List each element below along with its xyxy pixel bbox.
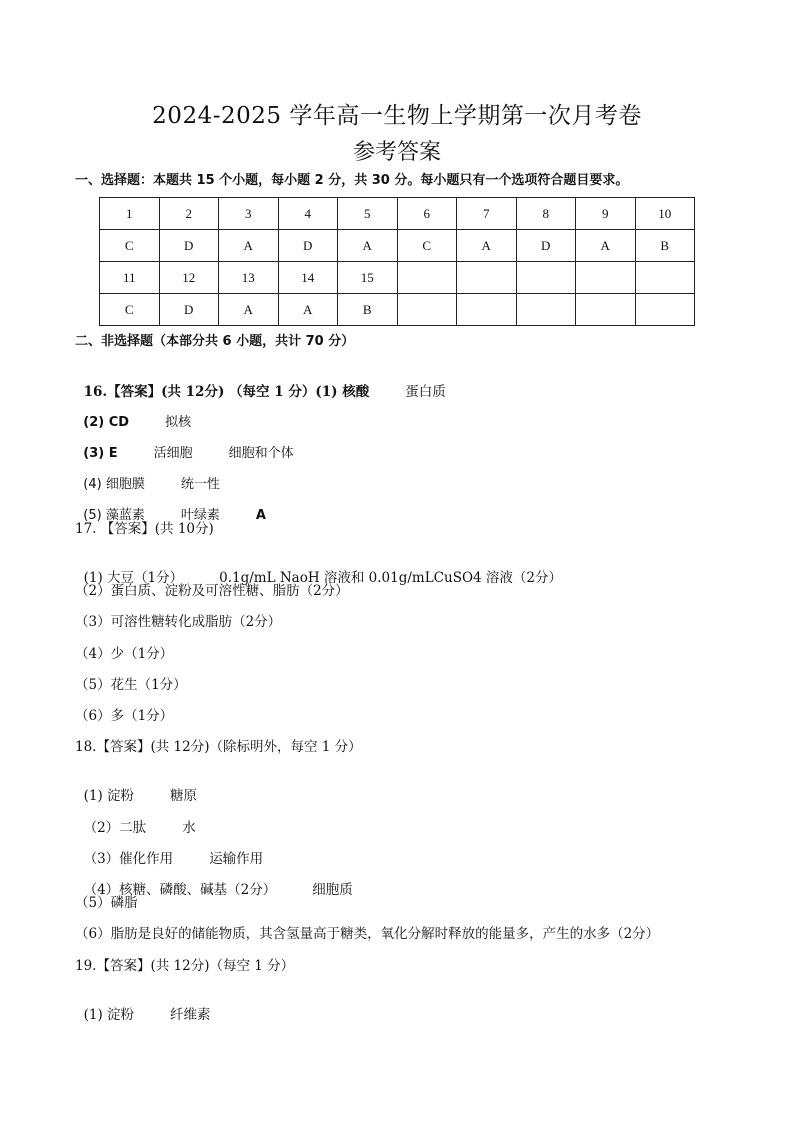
q18-l1a: (1) 淀粉 xyxy=(83,788,135,804)
q16-l2a: (2) CD xyxy=(83,415,130,430)
q16-l5c: A xyxy=(255,508,266,523)
table-cell: D xyxy=(159,294,219,326)
page-title: 2024-2025 学年高一生物上学期第一次月考卷 xyxy=(152,103,642,129)
q16-l3c: 细胞和个体 xyxy=(228,446,294,461)
table-cell: 12 xyxy=(159,262,219,294)
table-cell xyxy=(397,262,457,294)
q19-l1b: 纤维素 xyxy=(170,1007,211,1023)
q16-l5b: 叶绿素 xyxy=(180,508,220,523)
page-subtitle: 参考答案 xyxy=(352,140,441,165)
table-cell: 14 xyxy=(278,262,338,294)
table-cell: C xyxy=(100,294,160,326)
table-cell xyxy=(397,294,457,326)
table-cell xyxy=(576,294,636,326)
table-cell: 7 xyxy=(457,198,517,230)
table-cell: 8 xyxy=(516,198,576,230)
table-cell: 13 xyxy=(219,262,279,294)
table-cell xyxy=(576,262,636,294)
table-cell xyxy=(635,294,695,326)
q16-head-b: 蛋白质 xyxy=(405,384,446,400)
q17-l1a: (1) 大豆（1分） xyxy=(83,570,184,586)
table-cell: 9 xyxy=(576,198,636,230)
table-cell: 10 xyxy=(635,198,695,230)
table-cell xyxy=(516,294,576,326)
q18-heading: 18.【答案】(共 12分)（除标明外，每空 1 分） xyxy=(75,739,362,755)
q18-l4a: （4）核糖、磷酸、碱基（2分） xyxy=(83,882,277,898)
table-row xyxy=(100,294,695,326)
q16-l4b: 统一性 xyxy=(180,477,220,492)
q17-line-4: （4）少（1分） xyxy=(75,646,174,662)
q19-heading: 19.【答案】(共 12分)（每空 1 分） xyxy=(75,958,295,974)
q16-l2b: 拟核 xyxy=(165,415,192,430)
table-cell: D xyxy=(278,230,338,262)
table-cell: A xyxy=(576,230,636,262)
table-cell: B xyxy=(338,294,398,326)
table-row xyxy=(100,198,695,230)
q17-line-5: （5）花生（1分） xyxy=(75,677,187,693)
q17-l1b: 0.1g/mL NaoH 溶液和 0.01g/mLCuSO4 溶液（2分） xyxy=(219,570,562,586)
q18-l2b: 水 xyxy=(182,820,196,836)
table-cell: A xyxy=(338,230,398,262)
q19-line-1 xyxy=(75,988,211,1024)
q16-l3a: (3) E xyxy=(83,446,118,461)
q18-line-5: （5）磷脂 xyxy=(75,895,138,911)
q16-head: 16.【答案】(共 12分) （每空 1 分）(1) 核酸 xyxy=(83,384,370,400)
table-cell: D xyxy=(516,230,576,262)
answer-table xyxy=(99,197,695,326)
q17-heading: 17. 【答案】(共 10分) xyxy=(75,521,214,537)
q18-line-6: （6）脂肪是良好的储能物质，其含氢量高于糖类，氧化分解时释放的能量多，产生的水多（2分） xyxy=(75,926,660,942)
q17-line-2: （2）蛋白质、淀粉及可溶性糖、脂肪（2分） xyxy=(75,583,349,599)
section-2-heading: 二、非选择题（本部分共 6 小题，共计 70 分） xyxy=(75,334,355,349)
table-cell: A xyxy=(457,230,517,262)
table-row xyxy=(100,262,695,294)
table-cell: D xyxy=(159,230,219,262)
q18-l3a: （3）催化作用 xyxy=(83,851,174,867)
table-cell: 4 xyxy=(278,198,338,230)
table-cell: A xyxy=(219,230,279,262)
table-cell: 11 xyxy=(100,262,160,294)
table-cell: 1 xyxy=(100,198,160,230)
q16-l3b: 活细胞 xyxy=(153,446,193,461)
table-cell xyxy=(457,262,517,294)
table-cell: B xyxy=(635,230,695,262)
table-cell: 2 xyxy=(159,198,219,230)
q16-l5a: (5) 藻蓝素 xyxy=(83,508,145,523)
table-cell: 5 xyxy=(338,198,398,230)
table-cell xyxy=(516,262,576,294)
table-cell: 15 xyxy=(338,262,398,294)
q17-line-6: （6）多（1分） xyxy=(75,708,174,724)
q18-l3b: 运输作用 xyxy=(209,851,264,867)
q18-line-1 xyxy=(75,769,197,805)
table-cell xyxy=(635,262,695,294)
q19-l1a: (1) 淀粉 xyxy=(83,1007,135,1023)
table-cell: C xyxy=(100,230,160,262)
table-cell xyxy=(457,294,517,326)
q18-l4b: 细胞质 xyxy=(312,882,353,898)
section-1-heading: 一、选择题：本题共 15 个小题，每小题 2 分，共 30 分。每小题只有一个选项符合题目要求。 xyxy=(75,173,629,188)
q16-l4a: (4) 细胞膜 xyxy=(83,477,145,492)
table-row xyxy=(100,230,695,262)
table-cell: 3 xyxy=(219,198,279,230)
q17-line-3: （3）可溶性糖转化成脂肪（2分） xyxy=(75,614,282,630)
q18-l1b: 糖原 xyxy=(170,788,198,804)
table-cell: A xyxy=(278,294,338,326)
q18-l2a: （2）二肽 xyxy=(83,820,147,836)
table-cell: A xyxy=(219,294,279,326)
table-cell: C xyxy=(397,230,457,262)
table-cell: 6 xyxy=(397,198,457,230)
